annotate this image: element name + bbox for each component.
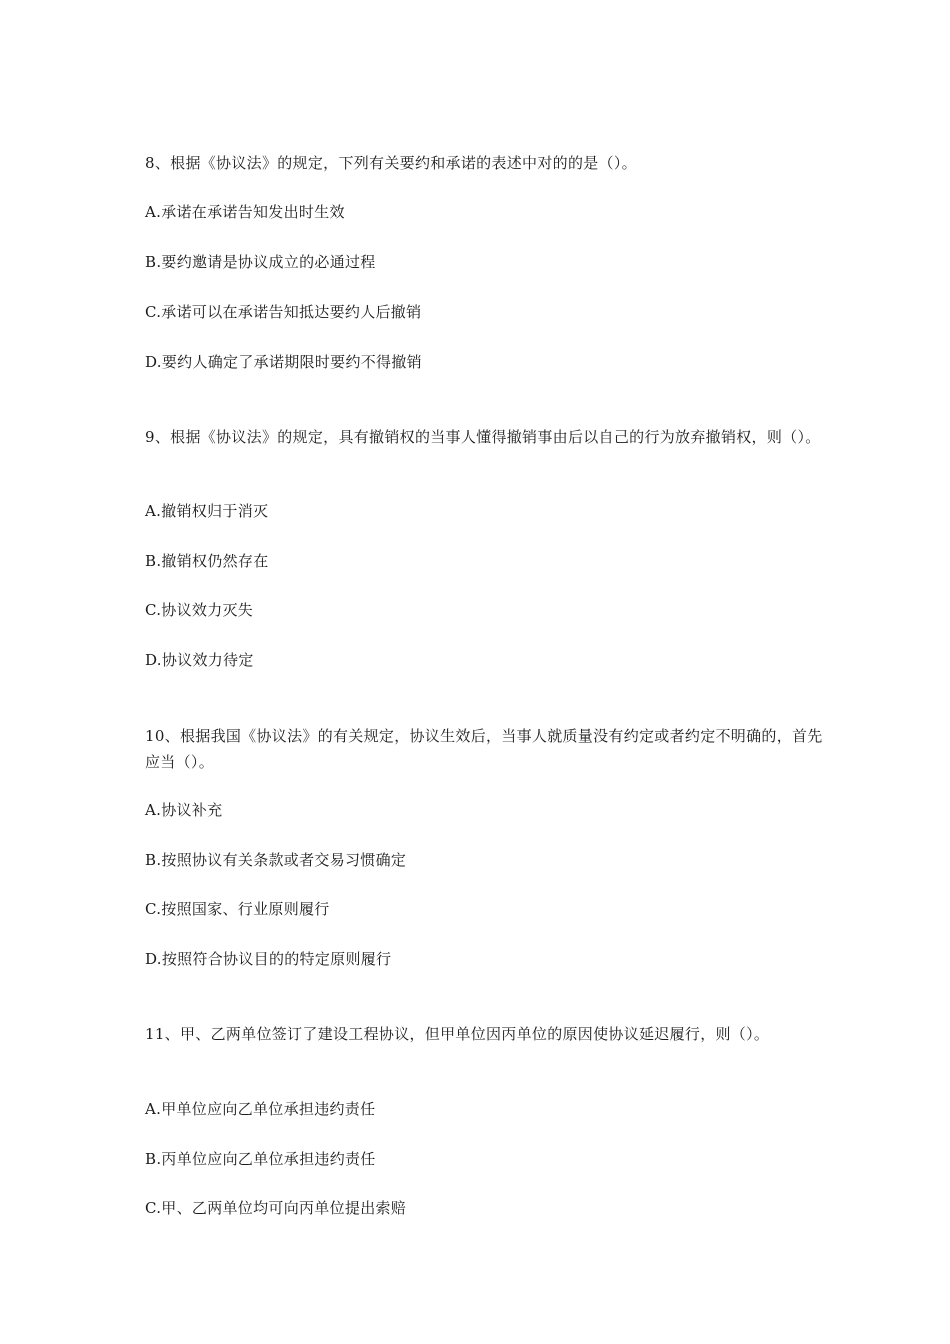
- question-stem: 9、根据《协议法》的规定，具有撤销权的当事人懂得撤销事由后以自己的行为放弃撤销权，则（）。: [145, 428, 821, 446]
- option-c: C.承诺可以在承诺告知抵达要约人后撤销: [145, 303, 422, 321]
- option-a: A.甲单位应向乙单位承担违约责任: [145, 1100, 376, 1118]
- option-d: D.协议效力待定: [145, 651, 254, 669]
- option-b: B.丙单位应向乙单位承担违约责任: [145, 1150, 376, 1168]
- option-c: C.甲、乙两单位均可向丙单位提出索赔: [145, 1199, 407, 1217]
- question-11: [145, 1021, 825, 1217]
- question-10: [145, 723, 825, 968]
- option-d: D.按照符合协议目的的特定原则履行: [145, 950, 392, 968]
- option-b: B.按照协议有关条款或者交易习惯确定: [145, 851, 407, 869]
- option-a: A.承诺在承诺告知发出时生效: [145, 203, 345, 221]
- option-a: A.协议补充: [145, 801, 223, 819]
- option-c: C.按照国家、行业原则履行: [145, 900, 330, 918]
- question-stem: 8、根据《协议法》的规定，下列有关要约和承诺的表述中对的的是（）。: [145, 154, 637, 172]
- option-b: B.撤销权仍然存在: [145, 552, 269, 570]
- question-stem: 11、甲、乙两单位签订了建设工程协议，但甲单位因丙单位的原因使协议延迟履行，则（）。: [145, 1025, 770, 1043]
- option-b: B.要约邀请是协议成立的必通过程: [145, 253, 376, 271]
- option-a: A.撤销权归于消灭: [145, 502, 269, 520]
- question-8: [145, 150, 825, 371]
- option-c: C.协议效力灭失: [145, 601, 254, 619]
- question-9: [145, 424, 825, 669]
- question-stem: 10、根据我国《协议法》的有关规定，协议生效后，当事人就质量没有约定或者约定不明确的，首先应当（）。: [145, 727, 823, 771]
- option-d: D.要约人确定了承诺期限时要约不得撤销: [145, 353, 422, 371]
